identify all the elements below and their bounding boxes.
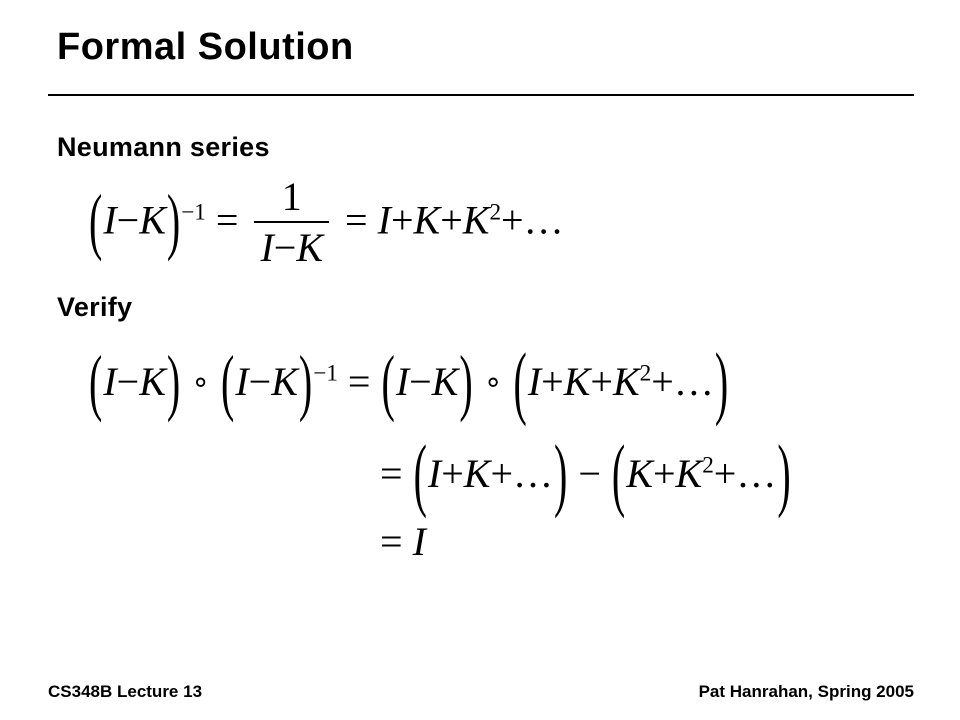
math-rparen: ) bbox=[298, 339, 313, 424]
math-ellipsis: … bbox=[523, 197, 564, 243]
math-symbol-I: I bbox=[103, 197, 117, 243]
math-ellipsis: … bbox=[736, 451, 777, 496]
equation-neumann-series bbox=[88, 174, 564, 271]
math-minus: − bbox=[409, 359, 432, 404]
math-plus: + bbox=[651, 359, 674, 404]
math-fraction-numerator: 1 bbox=[281, 174, 302, 219]
math-equals: = bbox=[347, 359, 371, 404]
math-lparen: ( bbox=[89, 178, 103, 262]
math-exponent-minus-one: −1 bbox=[313, 360, 338, 387]
math-equals: = bbox=[380, 451, 403, 496]
math-minus: − bbox=[116, 359, 140, 404]
math-symbol-K: K bbox=[271, 359, 298, 404]
math-symbol-I: I bbox=[260, 225, 274, 270]
math-ellipsis: … bbox=[673, 359, 714, 404]
math-symbol-I: I bbox=[412, 519, 426, 564]
footer-author-term: Pat Hanrahan, Spring 2005 bbox=[698, 682, 914, 701]
math-plus: + bbox=[490, 451, 514, 496]
math-rparen: ) bbox=[554, 427, 568, 520]
math-plus: + bbox=[441, 451, 464, 496]
math-symbol-K: K bbox=[462, 197, 490, 243]
math-plus: + bbox=[713, 451, 737, 496]
math-symbol-I: I bbox=[427, 451, 442, 496]
section-heading-neumann-series: Neumann series bbox=[57, 132, 270, 162]
math-symbol-K: K bbox=[612, 359, 640, 404]
math-symbol-I: I bbox=[527, 359, 542, 404]
math-symbol-K: K bbox=[626, 451, 653, 496]
math-equals: = bbox=[380, 519, 403, 564]
math-plus: + bbox=[541, 359, 564, 404]
section-heading-verify: Verify bbox=[57, 292, 133, 322]
title-divider bbox=[48, 94, 914, 96]
math-compose-operator: ∘ bbox=[191, 366, 211, 399]
math-symbol-I: I bbox=[377, 197, 391, 243]
math-minus: − bbox=[273, 225, 297, 270]
math-exponent-two: 2 bbox=[702, 452, 714, 479]
math-fraction bbox=[254, 176, 329, 269]
page-title: Formal Solution bbox=[57, 26, 354, 68]
math-plus: + bbox=[390, 197, 414, 243]
math-symbol-K: K bbox=[139, 197, 166, 243]
math-ellipsis: … bbox=[513, 451, 554, 496]
equation-verify-line-3 bbox=[380, 518, 426, 565]
math-symbol-K: K bbox=[675, 451, 703, 496]
math-fraction-bar bbox=[254, 221, 329, 223]
math-equals: = bbox=[215, 197, 239, 243]
math-symbol-I: I bbox=[395, 359, 410, 404]
math-minus: − bbox=[578, 451, 601, 496]
math-symbol-I: I bbox=[235, 359, 249, 404]
math-lparen: ( bbox=[513, 335, 527, 428]
math-exponent-two: 2 bbox=[489, 199, 502, 226]
math-plus: + bbox=[440, 197, 463, 243]
math-rparen: ) bbox=[166, 339, 181, 424]
math-lparen: ( bbox=[89, 339, 103, 424]
math-exponent-two: 2 bbox=[639, 360, 652, 387]
math-exponent-minus-one: −1 bbox=[181, 199, 206, 226]
math-rparen: ) bbox=[166, 178, 181, 262]
math-symbol-K: K bbox=[431, 359, 459, 404]
math-symbol-K: K bbox=[296, 225, 324, 270]
math-fraction-denominator bbox=[254, 225, 329, 269]
math-symbol-I: I bbox=[103, 359, 117, 404]
footer-course-lecture: CS348B Lecture 13 bbox=[48, 682, 203, 701]
math-lparen: ( bbox=[221, 339, 235, 424]
equation-verify-line-1 bbox=[88, 335, 729, 428]
math-lparen: ( bbox=[611, 427, 626, 520]
math-symbol-K: K bbox=[139, 359, 166, 404]
math-rparen: ) bbox=[777, 427, 791, 520]
math-symbol-K: K bbox=[463, 451, 491, 496]
math-lparen: ( bbox=[413, 427, 427, 520]
math-compose-operator: ∘ bbox=[483, 366, 503, 399]
math-lparen: ( bbox=[381, 339, 395, 424]
math-plus: + bbox=[652, 451, 676, 496]
math-rparen: ) bbox=[714, 335, 729, 428]
math-symbol-K: K bbox=[413, 197, 441, 243]
math-minus: − bbox=[116, 197, 140, 243]
math-plus: + bbox=[590, 359, 613, 404]
math-plus: + bbox=[501, 197, 524, 243]
math-symbol-K: K bbox=[563, 359, 591, 404]
math-minus: − bbox=[248, 359, 272, 404]
math-equals: = bbox=[345, 197, 368, 243]
equation-verify-line-2 bbox=[380, 427, 792, 520]
math-rparen: ) bbox=[459, 339, 473, 424]
